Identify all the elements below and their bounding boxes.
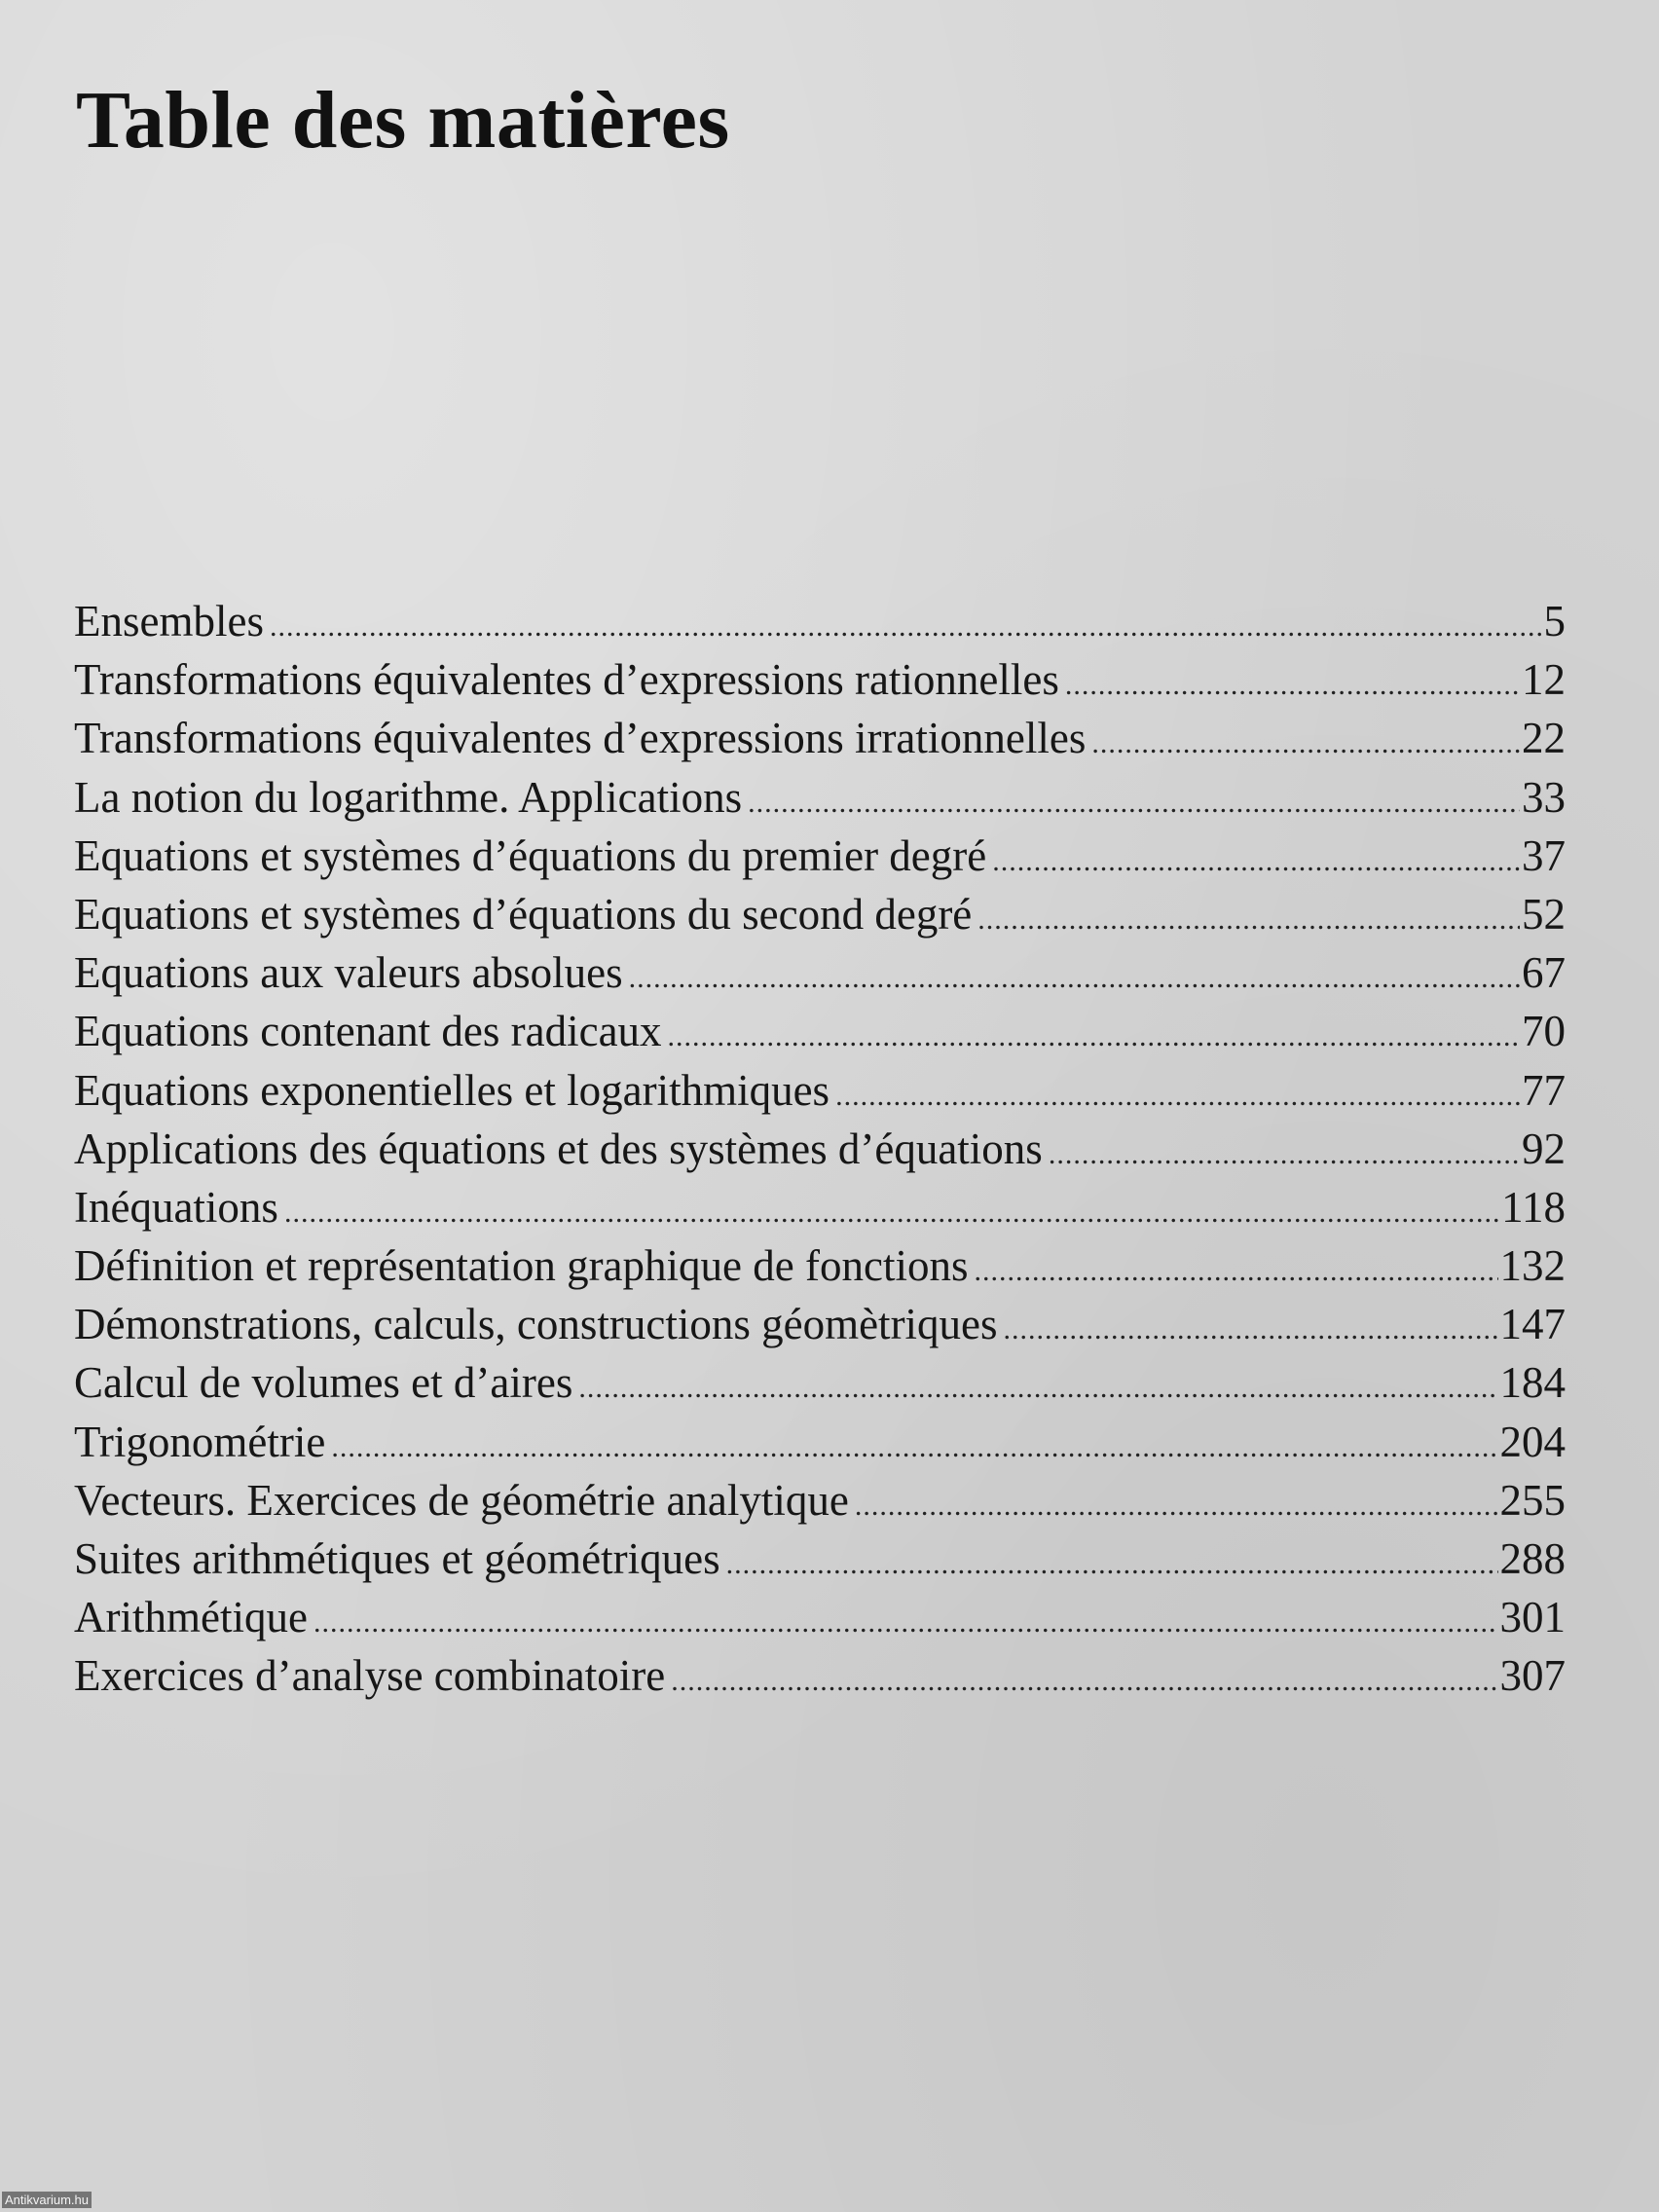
dot-leader bbox=[629, 949, 1520, 1008]
dot-leader bbox=[270, 598, 1542, 656]
dot-leader bbox=[1065, 656, 1520, 715]
toc-entry-label: Trigonométrie bbox=[74, 1417, 326, 1466]
dot-leader bbox=[331, 1419, 1497, 1477]
toc-entry bbox=[74, 1413, 1566, 1471]
toc-entry bbox=[74, 943, 1566, 1002]
toc-entry-page: 307 bbox=[1499, 1651, 1566, 1701]
toc-entry-label: Arithmétique bbox=[74, 1593, 308, 1642]
dot-leader bbox=[977, 891, 1520, 949]
dot-leader bbox=[1004, 1301, 1498, 1359]
toc-entry-label: Calcul de volumes et d’aires bbox=[74, 1358, 573, 1408]
toc-entry bbox=[74, 709, 1566, 767]
toc-entry-label: Suites arithmétiques et géométriques bbox=[74, 1534, 720, 1583]
toc-entry-page: 70 bbox=[1522, 1007, 1566, 1056]
dot-leader bbox=[835, 1067, 1520, 1125]
toc-entry-page: 52 bbox=[1522, 889, 1566, 939]
toc-entry-page: 204 bbox=[1499, 1417, 1566, 1466]
toc-entry-label: Définition et représentation graphique de fonctions bbox=[74, 1241, 969, 1291]
dot-leader bbox=[1049, 1125, 1520, 1184]
toc-entry-label: Démonstrations, calculs, constructions géomètriques bbox=[74, 1300, 998, 1349]
toc-entry bbox=[74, 1178, 1566, 1236]
toc-entry-page: 132 bbox=[1499, 1241, 1566, 1291]
toc-entry-page: 255 bbox=[1499, 1475, 1566, 1525]
toc-entry bbox=[74, 1530, 1566, 1588]
toc-entry-page: 12 bbox=[1522, 655, 1566, 705]
toc-entry bbox=[74, 1061, 1566, 1120]
toc-entry-page: 184 bbox=[1499, 1358, 1566, 1408]
toc-entry-page: 147 bbox=[1499, 1300, 1566, 1349]
toc-entry-page: 77 bbox=[1522, 1065, 1566, 1115]
toc-entry-label: La notion du logarithme. Applications bbox=[74, 772, 743, 822]
toc-entry bbox=[74, 650, 1566, 709]
dot-leader bbox=[578, 1359, 1497, 1418]
dot-leader bbox=[726, 1535, 1498, 1594]
table-of-contents bbox=[74, 592, 1566, 1706]
toc-entry-page: 118 bbox=[1501, 1182, 1566, 1232]
toc-entry-page: 288 bbox=[1499, 1534, 1566, 1583]
toc-entry bbox=[74, 768, 1566, 827]
toc-entry bbox=[74, 1120, 1566, 1178]
toc-entry-page: 67 bbox=[1522, 948, 1566, 998]
dot-leader bbox=[748, 774, 1520, 832]
toc-entry-page: 33 bbox=[1522, 772, 1566, 822]
toc-entry-page: 92 bbox=[1522, 1124, 1566, 1173]
toc-entry bbox=[74, 1295, 1566, 1353]
toc-entry bbox=[74, 1471, 1566, 1530]
toc-entry-page: 22 bbox=[1522, 714, 1566, 763]
dot-leader bbox=[671, 1652, 1497, 1711]
toc-entry bbox=[74, 1236, 1566, 1295]
toc-entry-label: Equations aux valeurs absolues bbox=[74, 948, 623, 998]
dot-leader bbox=[284, 1184, 1499, 1242]
dot-leader bbox=[974, 1242, 1497, 1301]
toc-entry-label: Applications des équations et des systèmes d’équations bbox=[74, 1124, 1043, 1173]
toc-entry bbox=[74, 827, 1566, 885]
toc-entry bbox=[74, 1646, 1566, 1705]
toc-entry-page: 37 bbox=[1522, 830, 1566, 880]
toc-entry-label: Ensembles bbox=[74, 597, 264, 645]
dot-leader bbox=[992, 832, 1520, 891]
toc-entry-label: Transformations équivalentes d’expressions irrationnelles bbox=[74, 714, 1087, 763]
toc-entry-page: 5 bbox=[1543, 597, 1566, 645]
toc-entry bbox=[74, 885, 1566, 943]
dot-leader bbox=[313, 1594, 1498, 1652]
toc-entry-label: Transformations équivalentes d’expressions rationnelles bbox=[74, 655, 1059, 705]
toc-entry-label: Equations et systèmes d’équations du second degré bbox=[74, 889, 973, 939]
toc-entry-label: Vecteurs. Exercices de géométrie analytique bbox=[74, 1475, 849, 1525]
toc-entry-label: Exercices d’analyse combinatoire bbox=[74, 1651, 666, 1701]
toc-entry bbox=[74, 1588, 1566, 1646]
watermark: Antikvarium.hu bbox=[2, 2192, 92, 2208]
toc-entry bbox=[74, 592, 1566, 650]
page-title: Table des matières bbox=[76, 75, 730, 166]
toc-entry bbox=[74, 1353, 1566, 1412]
toc-entry-label: Equations exponentielles et logarithmiques bbox=[74, 1065, 830, 1115]
toc-entry-label: Equations contenant des radicaux bbox=[74, 1007, 662, 1056]
dot-leader bbox=[855, 1477, 1498, 1535]
toc-entry-page: 301 bbox=[1499, 1593, 1566, 1642]
toc-entry-label: Equations et systèmes d’équations du premier degré bbox=[74, 830, 987, 880]
dot-leader bbox=[1091, 715, 1520, 773]
dot-leader bbox=[668, 1008, 1520, 1066]
toc-entry-label: Inéquations bbox=[74, 1182, 278, 1232]
toc-entry bbox=[74, 1002, 1566, 1060]
